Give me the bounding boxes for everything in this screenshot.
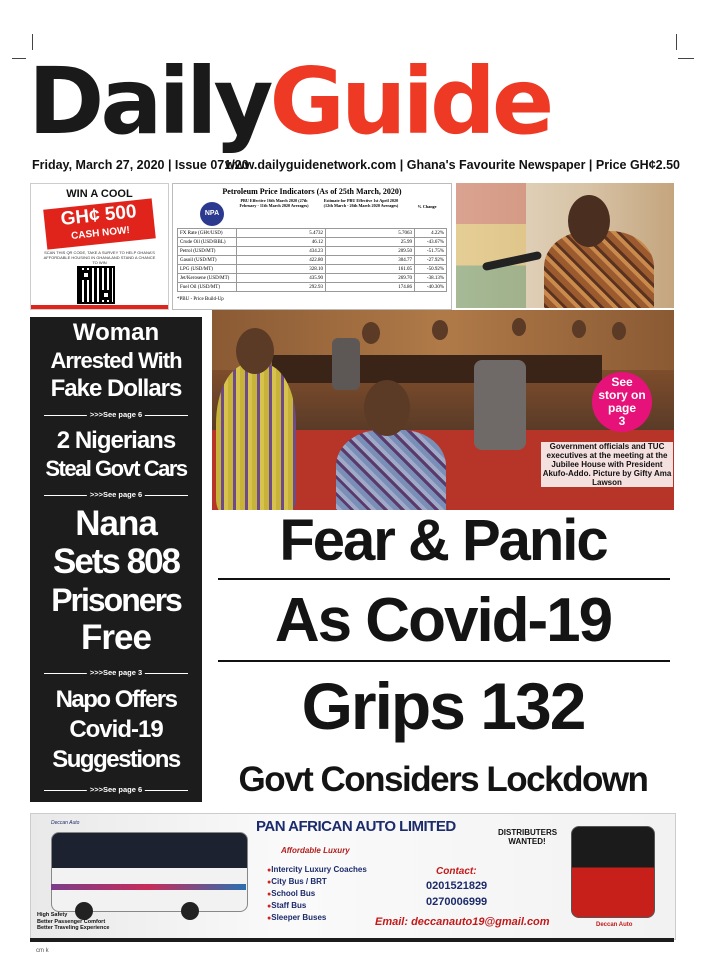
story-headline[interactable]: 2 Nigerians [56, 427, 176, 454]
contact-email[interactable]: Email: deccanauto19@gmail.com [375, 916, 550, 928]
bus-wheel [181, 902, 199, 920]
story-headline[interactable]: Covid-19 [69, 716, 163, 743]
see-page-text: >>>See page 3 [87, 668, 145, 678]
photo-table [272, 355, 602, 383]
website-price: www.dailyguidenetwork.com | Ghana's Favourite Newspaper | Price GH¢2.50 [225, 158, 680, 172]
see-page-link[interactable] [44, 490, 188, 500]
estimate-value: 174.86 [326, 283, 415, 292]
petroleum-title: Petroleum Price Indicators (As of 25th March, 2020) [222, 187, 402, 196]
photo-caption: Government officials and TUC executives at the meeting at the Jubilee House with President Akufo-Addo. Picture by Gifty Ama Lawson [542, 442, 672, 487]
story-headline[interactable]: Steal Govt Cars [45, 456, 187, 481]
change-value: -27.92% [415, 256, 447, 265]
ad-service: ● Intercity Luxury Coaches [267, 864, 367, 876]
headline-rule [218, 660, 670, 662]
row-label: Fuel Oil (USD/MT) [178, 283, 237, 292]
ad-services-list [267, 864, 367, 924]
row-label: Gasoil (USD/MT) [178, 256, 237, 265]
see-page-text: >>>See page 6 [87, 490, 145, 500]
red-bus-image [571, 826, 655, 918]
current-value: 435.90 [237, 274, 326, 283]
see-page-text: >>>See page 6 [87, 785, 145, 795]
promo-amount: GH¢ 500 [59, 201, 138, 230]
headline-rule [218, 578, 670, 580]
row-label: Crude Oil (USD/BBL) [178, 238, 237, 247]
pan-african-auto-ad[interactable] [30, 813, 676, 940]
attendee-head [512, 318, 526, 336]
current-value: 292.93 [237, 283, 326, 292]
change-value: -38.13% [415, 274, 447, 283]
deccan-auto-label: Deccan Auto [596, 922, 633, 928]
phone-number[interactable]: 0201521829 [426, 880, 488, 892]
see-page-text: >>>See page 6 [87, 410, 145, 420]
current-value: 434.23 [237, 247, 326, 256]
attendee-head [364, 380, 410, 436]
crop-mark [12, 58, 26, 59]
table-row [178, 229, 447, 238]
change-value: -51.75% [415, 247, 447, 256]
promo-cash-now: CASH NOW! [70, 224, 131, 242]
attendee-figure [216, 364, 296, 510]
safety-line: High Safety [37, 912, 68, 918]
dateline [32, 156, 680, 176]
attendee-head [362, 322, 380, 344]
current-value: 46.12 [237, 238, 326, 247]
npa-logo-icon: NPA [200, 202, 224, 226]
badge-line: See [611, 375, 633, 389]
attendee-head [432, 320, 448, 340]
promo-fine-print: SCAN THIS QR CODE, TAKE A SURVEY TO HELP GHANA'S AFFORDABLE HOUSING IN GHANA AND STAND A CHANCE TO WIN [43, 250, 156, 265]
main-headline-line3[interactable]: Grips 132 [301, 669, 585, 743]
petroleum-footnote: *PBU - Price Build-Up [177, 297, 224, 302]
promo-win: WIN A COOL [66, 188, 133, 200]
story-headline[interactable]: Arrested With [50, 348, 182, 373]
petroleum-price-table [172, 183, 452, 310]
attendee-head [572, 320, 586, 338]
cash-promo[interactable] [30, 183, 169, 310]
estimate-value: 269.70 [326, 274, 415, 283]
ad-tagline: Affordable Luxury [281, 846, 350, 855]
badge-line: page [607, 401, 636, 415]
main-headline-line2[interactable]: As Covid-19 [274, 586, 612, 655]
change-value: 4.22% [415, 229, 447, 238]
ad-brand: PAN AFRICAN AUTO LIMITED [256, 818, 456, 835]
chair [474, 360, 526, 450]
bus-stripe [51, 884, 246, 890]
estimate-value: 161.05 [326, 265, 415, 274]
ad-safety-notes [37, 912, 109, 932]
col-header-change: % Change [417, 204, 437, 209]
coach-bus-image [51, 832, 248, 912]
table-row [178, 256, 447, 265]
see-story-badge[interactable] [592, 372, 652, 432]
row-label: FX Rate (GH¢/USD) [178, 229, 237, 238]
table-row [178, 238, 447, 247]
main-headline-line1[interactable]: Fear & Panic [279, 508, 607, 573]
qr-code-icon[interactable] [77, 266, 115, 304]
see-page-link[interactable] [44, 410, 188, 420]
story-headline[interactable]: Prisoners [51, 582, 181, 618]
promo-amount-banner [43, 198, 156, 249]
table-header [232, 198, 447, 226]
ad-service: ● Staff Bus [267, 900, 367, 912]
story-headline[interactable]: Napo Offers [55, 686, 177, 713]
story-headline[interactable]: Suggestions [52, 746, 180, 773]
sidebar-stories [30, 317, 202, 802]
footer-bar [30, 938, 674, 942]
price-table [177, 228, 447, 292]
badge-line: 3 [618, 414, 626, 428]
story-headline[interactable]: Sets 808 [52, 542, 180, 581]
safety-line: Better Traveling Experience [37, 925, 110, 931]
row-label: Jet/Kerosene (USD/MT) [178, 274, 237, 283]
attendee-head [612, 322, 626, 340]
ad-logo: Deccan Auto [51, 820, 80, 826]
ad-service: ● City Bus / BRT [267, 876, 367, 888]
estimate-value: 304.77 [326, 256, 415, 265]
change-value: -43.67% [415, 238, 447, 247]
story-headline[interactable]: Nana [75, 504, 157, 543]
table-row [178, 247, 447, 256]
ad-service: ● Sleeper Buses [267, 912, 367, 924]
col-header-estimate: Estimate for PBU Effective 1st April 2020 (12th March - 26th March 2020 Averages) [323, 198, 399, 208]
masthead [28, 48, 688, 155]
col-header-current: PBU Effective 16th March 2020 (27th February - 11th March 2020 Averages) [239, 198, 309, 208]
subheadline[interactable]: Govt Considers Lockdown [238, 760, 648, 799]
see-page-link[interactable] [44, 785, 188, 795]
estimate-value: 25.99 [326, 238, 415, 247]
attendee-head [236, 328, 274, 374]
phone-number[interactable]: 0270006999 [426, 896, 488, 908]
current-value: 5.4732 [237, 229, 326, 238]
estimate-value: 5.7063 [326, 229, 415, 238]
president-photo [456, 183, 674, 308]
estimate-value: 209.50 [326, 247, 415, 256]
story-headline[interactable]: Woman [72, 319, 160, 346]
story-headline[interactable]: Free [81, 618, 151, 657]
current-value: 328.10 [237, 265, 326, 274]
table-row [178, 274, 447, 283]
ad-service: ● School Bus [267, 888, 367, 900]
story-headline[interactable]: Fake Dollars [50, 375, 182, 402]
safety-line: Better Passenger Comfort [37, 918, 106, 925]
attendee-figure [336, 430, 446, 510]
print-mark: cm k [36, 948, 49, 954]
promo-bar [31, 305, 168, 309]
president-head [568, 195, 610, 247]
masthead-daily: Daily [28, 48, 270, 155]
distributors-wanted: DISTRIBUTERS WANTED! [498, 828, 558, 846]
table-row [178, 265, 447, 274]
table-row [178, 283, 447, 292]
change-value: -40.30% [415, 283, 447, 292]
issue-date: Friday, March 27, 2020 | Issue 071/20 [32, 158, 249, 172]
row-label: Petrol (USD/MT) [178, 247, 237, 256]
chair [332, 338, 360, 390]
badge-line: story on [598, 388, 646, 402]
row-label: LPG (USD/MT) [178, 265, 237, 274]
change-value: -50.92% [415, 265, 447, 274]
crop-mark [676, 34, 677, 50]
contact-label: Contact: [436, 866, 477, 877]
masthead-guide: Guide [269, 48, 551, 155]
photo-flag-panel [456, 183, 526, 308]
current-value: 422.80 [237, 256, 326, 265]
see-page-link[interactable] [44, 668, 188, 678]
